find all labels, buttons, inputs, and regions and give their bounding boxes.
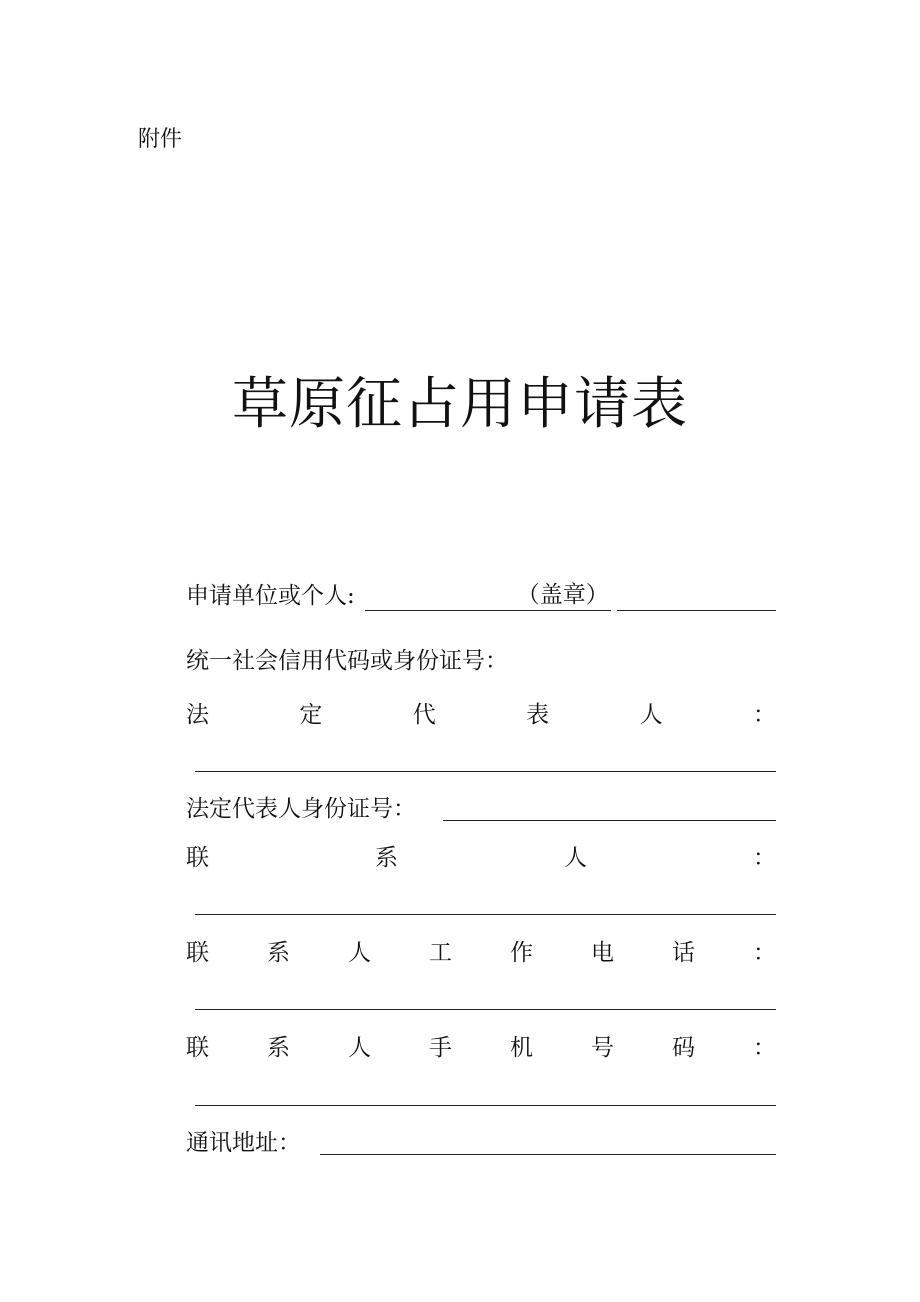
legal-rep-char: ： [752,702,776,728]
applicant-label: 申请单位或个人: [186,583,355,609]
legal-rep-char: 代 [412,702,436,728]
mobile-char: 机 [510,1035,533,1061]
work-phone-char: 人 [348,940,371,966]
mobile-label [186,1033,776,1063]
work-phone-char: ： [753,940,776,966]
work-phone-char: 系 [267,940,290,966]
mobile-char: ： [753,1035,776,1061]
legal-rep-label [186,700,776,730]
legal-rep-char: 表 [526,702,550,728]
mobile-char: 码 [672,1035,695,1061]
legal-rep-char: 定 [299,702,323,728]
legal-rep-field[interactable] [195,771,776,772]
credit-code-label: 统一社会信用代码或身份证号： [186,648,508,674]
seal-text: （盖章） [515,580,611,611]
legal-rep-id-field[interactable] [443,820,776,821]
work-phone-field[interactable] [195,1009,776,1010]
page-title: 草原征占用申请表 [232,372,688,437]
applicant-field-tail[interactable] [617,584,776,611]
legal-rep-char: 人 [639,702,663,728]
legal-rep-char: 法 [186,702,209,728]
contact-char: 联 [186,845,209,871]
applicant-field[interactable] [365,584,515,611]
address-label: 通讯地址： [186,1130,301,1156]
mobile-field[interactable] [195,1105,776,1106]
legal-rep-id-label: 法定代表人身份证号： [186,796,416,822]
work-phone-label [186,938,776,968]
work-phone-char: 话 [672,940,695,966]
mobile-char: 联 [186,1035,209,1061]
contact-field[interactable] [195,914,776,915]
work-phone-char: 作 [510,940,533,966]
attachment-label: 附件 [138,127,183,152]
address-field[interactable] [320,1154,776,1155]
work-phone-char: 电 [591,940,614,966]
applicant-row [186,580,776,611]
work-phone-char: 工 [429,940,452,966]
mobile-char: 号 [591,1035,614,1061]
mobile-char: 手 [429,1035,452,1061]
mobile-char: 系 [267,1035,290,1061]
work-phone-char: 联 [186,940,209,966]
contact-char: 人 [564,845,587,871]
contact-label [186,843,776,873]
mobile-char: 人 [348,1035,371,1061]
contact-char: 系 [375,845,398,871]
contact-char: ： [753,845,776,871]
